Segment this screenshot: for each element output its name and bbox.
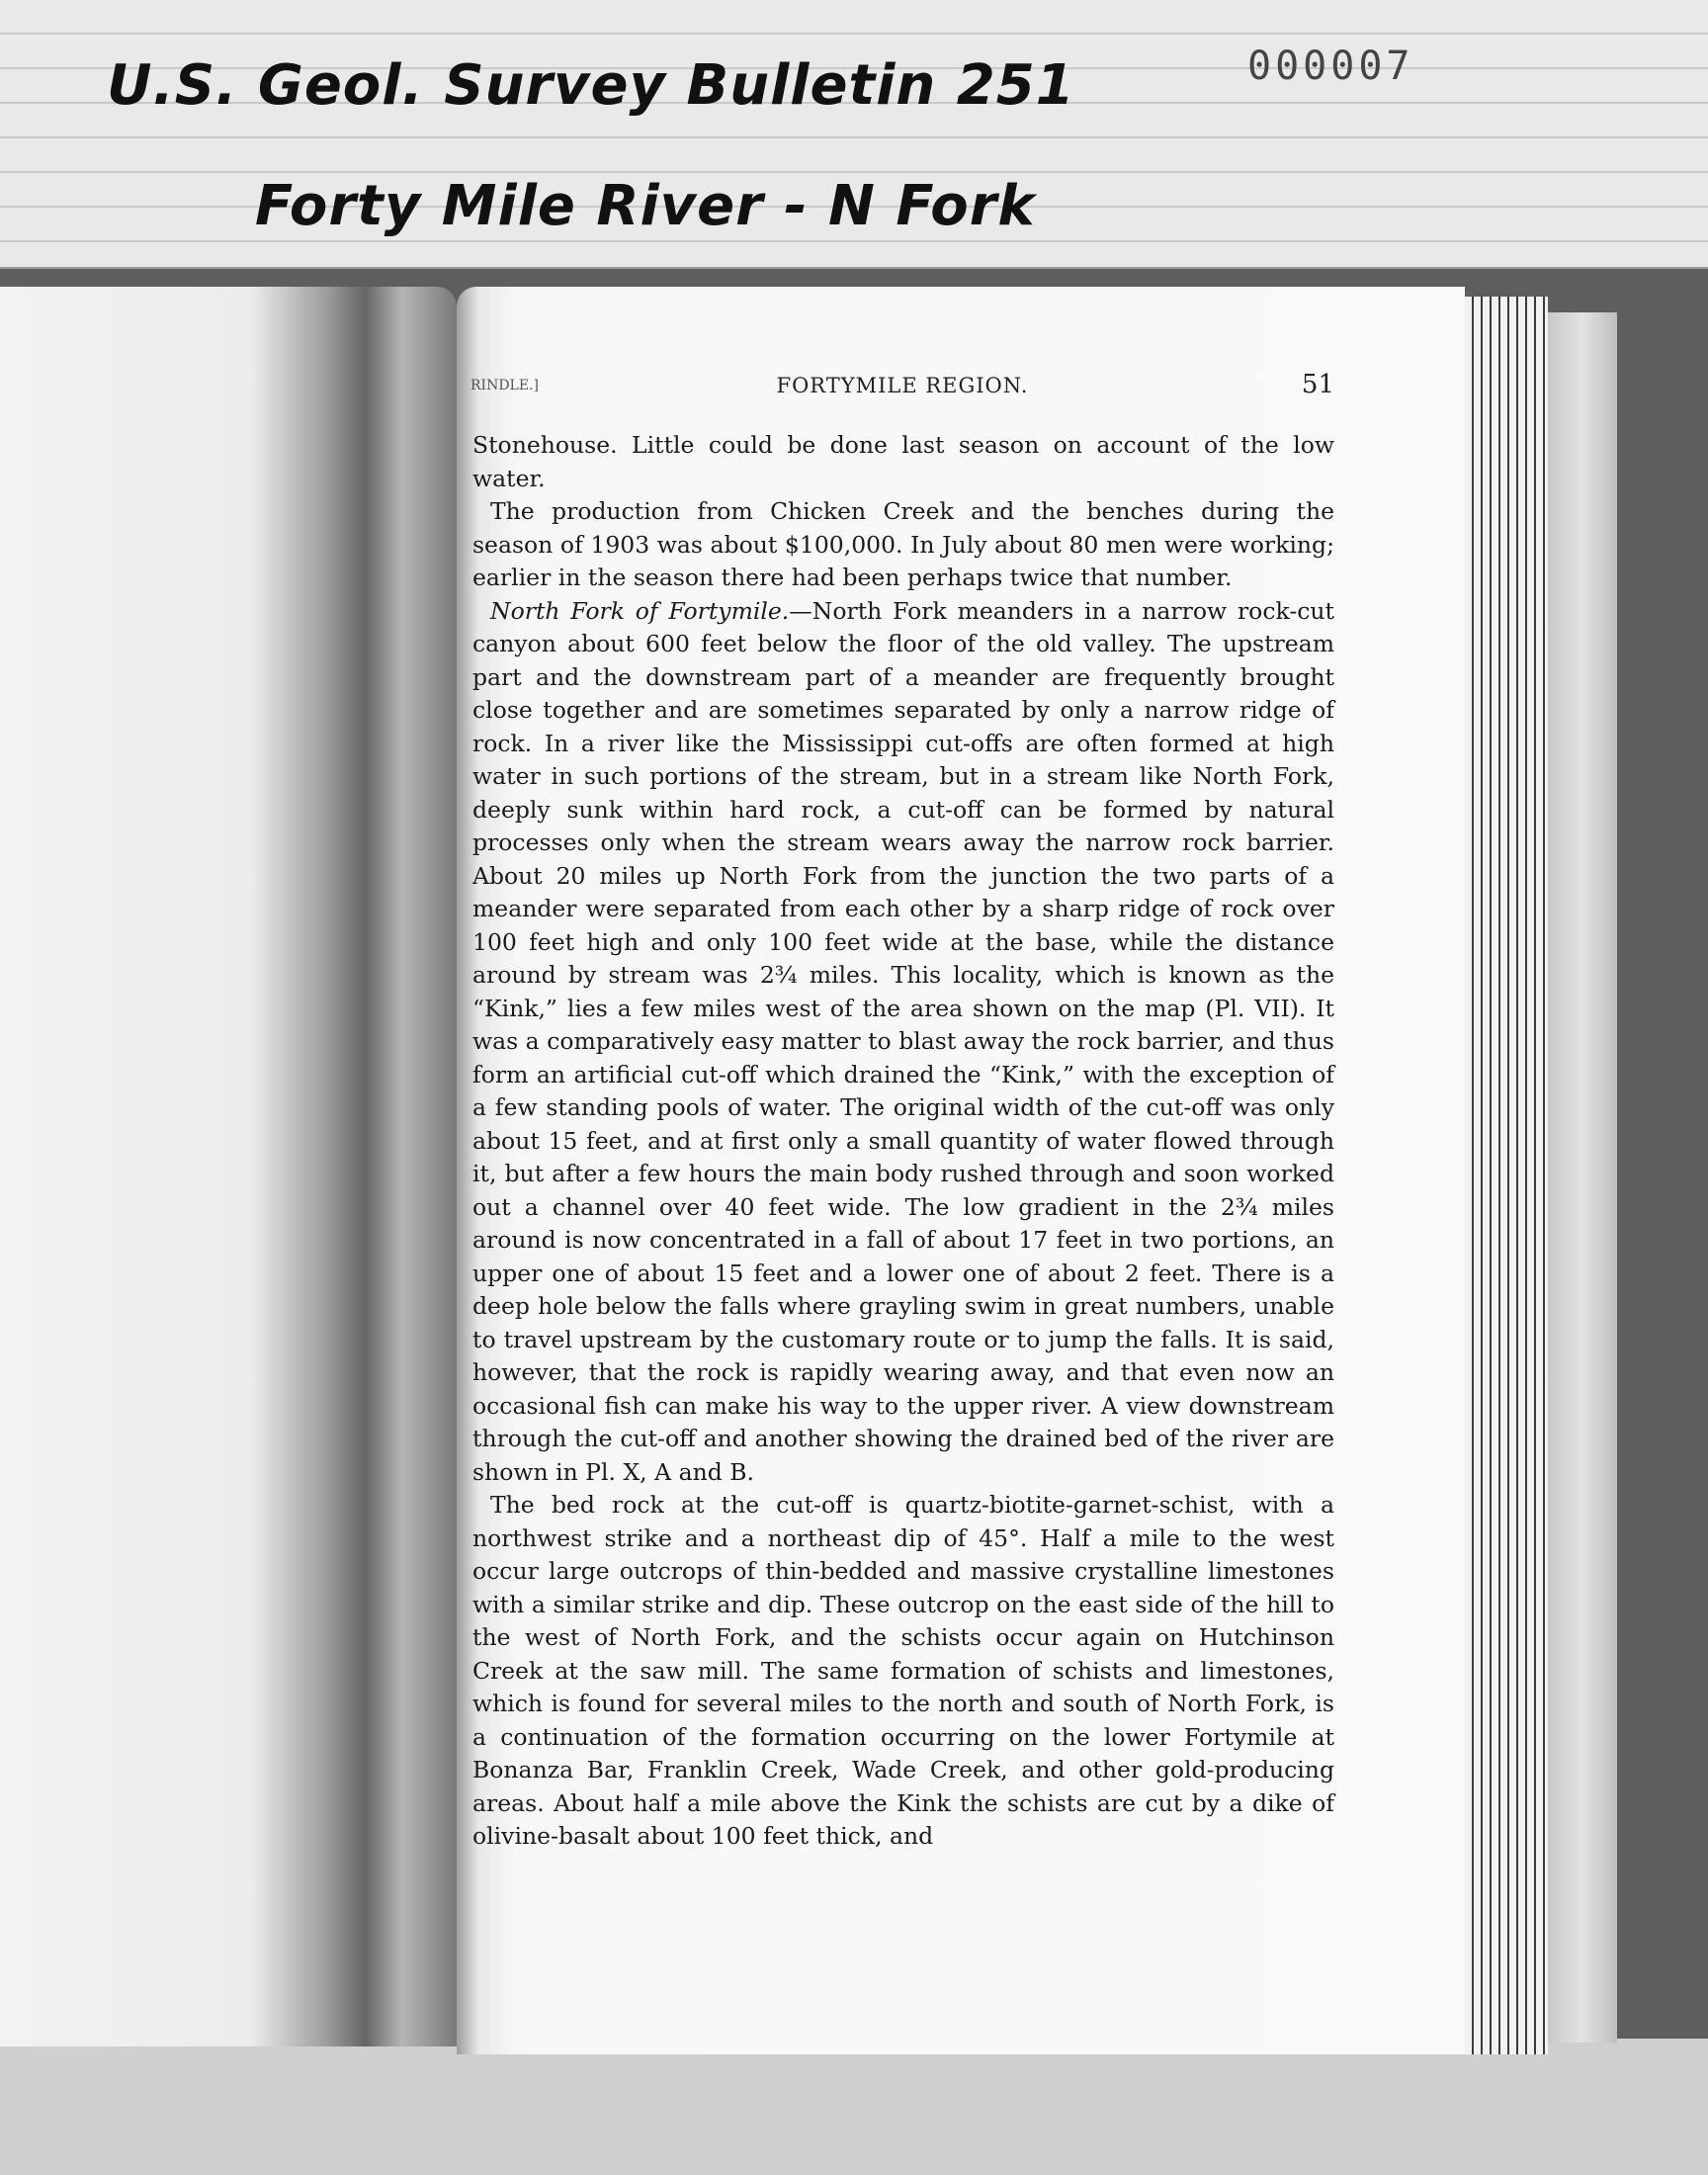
section-heading-north-fork: North Fork of Fortymile. [490,596,790,625]
page-body [472,429,1334,1854]
paragraph-2: The production from Chicken Creek and the benches during the season of 1903 was about $100,000. In July about 80 men were working; earlier in the season there had been perhaps twice that number. [472,497,1334,591]
book-edge-outer [1548,312,1617,2043]
running-head-author: RINDLE.] [470,378,539,393]
paragraph-3 [472,595,1334,1490]
handwritten-title: U.S. Geol. Survey Bulletin 251 [107,53,1075,118]
book-page-edges [1465,297,1548,2054]
page-number: 51 [1301,370,1334,399]
archive-label-strip [0,0,1708,270]
running-head [470,370,1334,403]
paragraph-4: The bed rock at the cut-off is quartz-biotite-garnet-schist, with a northwest strike and a northeast dip of 45°. Half a mile to the west occur large outcrops of thin-bedded and massive crystalline limestones with a similar strike and dip. These outcrop on the east side of the hill to the west of North Fork, and the schists occur again on Hutchinson Creek at the saw mill. The same formation of schists and limestones, which is found for several miles to the north and south of North Fork, is a continuation of the formation occurring on the lower Fortymile at Bonanza Bar, Franklin Creek, Wade Creek, and other gold-producing areas. About half a mile above the Kink the schists are cut by a dike of olivine-basalt about 100 feet thick, and [472,1491,1334,1850]
paragraph-3-body: —North Fork meanders in a narrow rock-cut canyon about 600 feet below the floor of the old valley. The upstream part and the downstream part of a meander are frequently brought close together and are sometimes separated by only a narrow ridge of rock. In a river like the Mississippi cut-offs are often formed at high water in such portions of the stream, but in a stream like North Fork, deeply sunk within hard rock, a cut-off can be formed by natural processes only when the stream wears away the narrow rock barrier. About 20 miles up North Fork from the junction the two parts of a meander were separated from each other by a sharp ridge of rock over 100 feet high and only 100 feet wide at the base, while the distance around by stream was 2¾ miles. This locality, which is known as the “Kink,” lies a few miles west of the area shown on the map (Pl. VII). It was a comparatively easy matter to blast away the rock barrier, and thus form an artificial cut-off which drained the “Kink,” with the exception of a few standing pools of water. The original width of the cut-off was only about 15 feet, and at first only a small quantity of water flowed through it, but after a few hours the main body rushed through and soon worked out a channel over 40 feet wide. The low gradient in the 2¾ miles around is now concentrated in a fall of about 17 feet in two portions, an upper one of about 15 feet and a lower one of about 2 feet. There is a deep hole below the falls where grayling swim in great numbers, unable to travel upstream by the customary route or to jump the falls. It is said, however, that the rock is rapidly wearing away, and that even now an occasional fish can make his way to the upper river. A view downstream through the cut-off and another showing the drained bed of the river are shown in Pl. X, A and B. [472,596,1334,1486]
stamp-number: 000007 [1247,44,1414,89]
paragraph-1: Stonehouse. Little could be done last season on account of the low water. [472,431,1334,492]
handwritten-subtitle: Forty Mile River - N Fork [255,174,1036,238]
left-page-blurred [0,287,457,2046]
scan-bottom-band [0,2039,1708,2175]
running-head-title: FORTYMILE REGION. [776,374,1029,397]
